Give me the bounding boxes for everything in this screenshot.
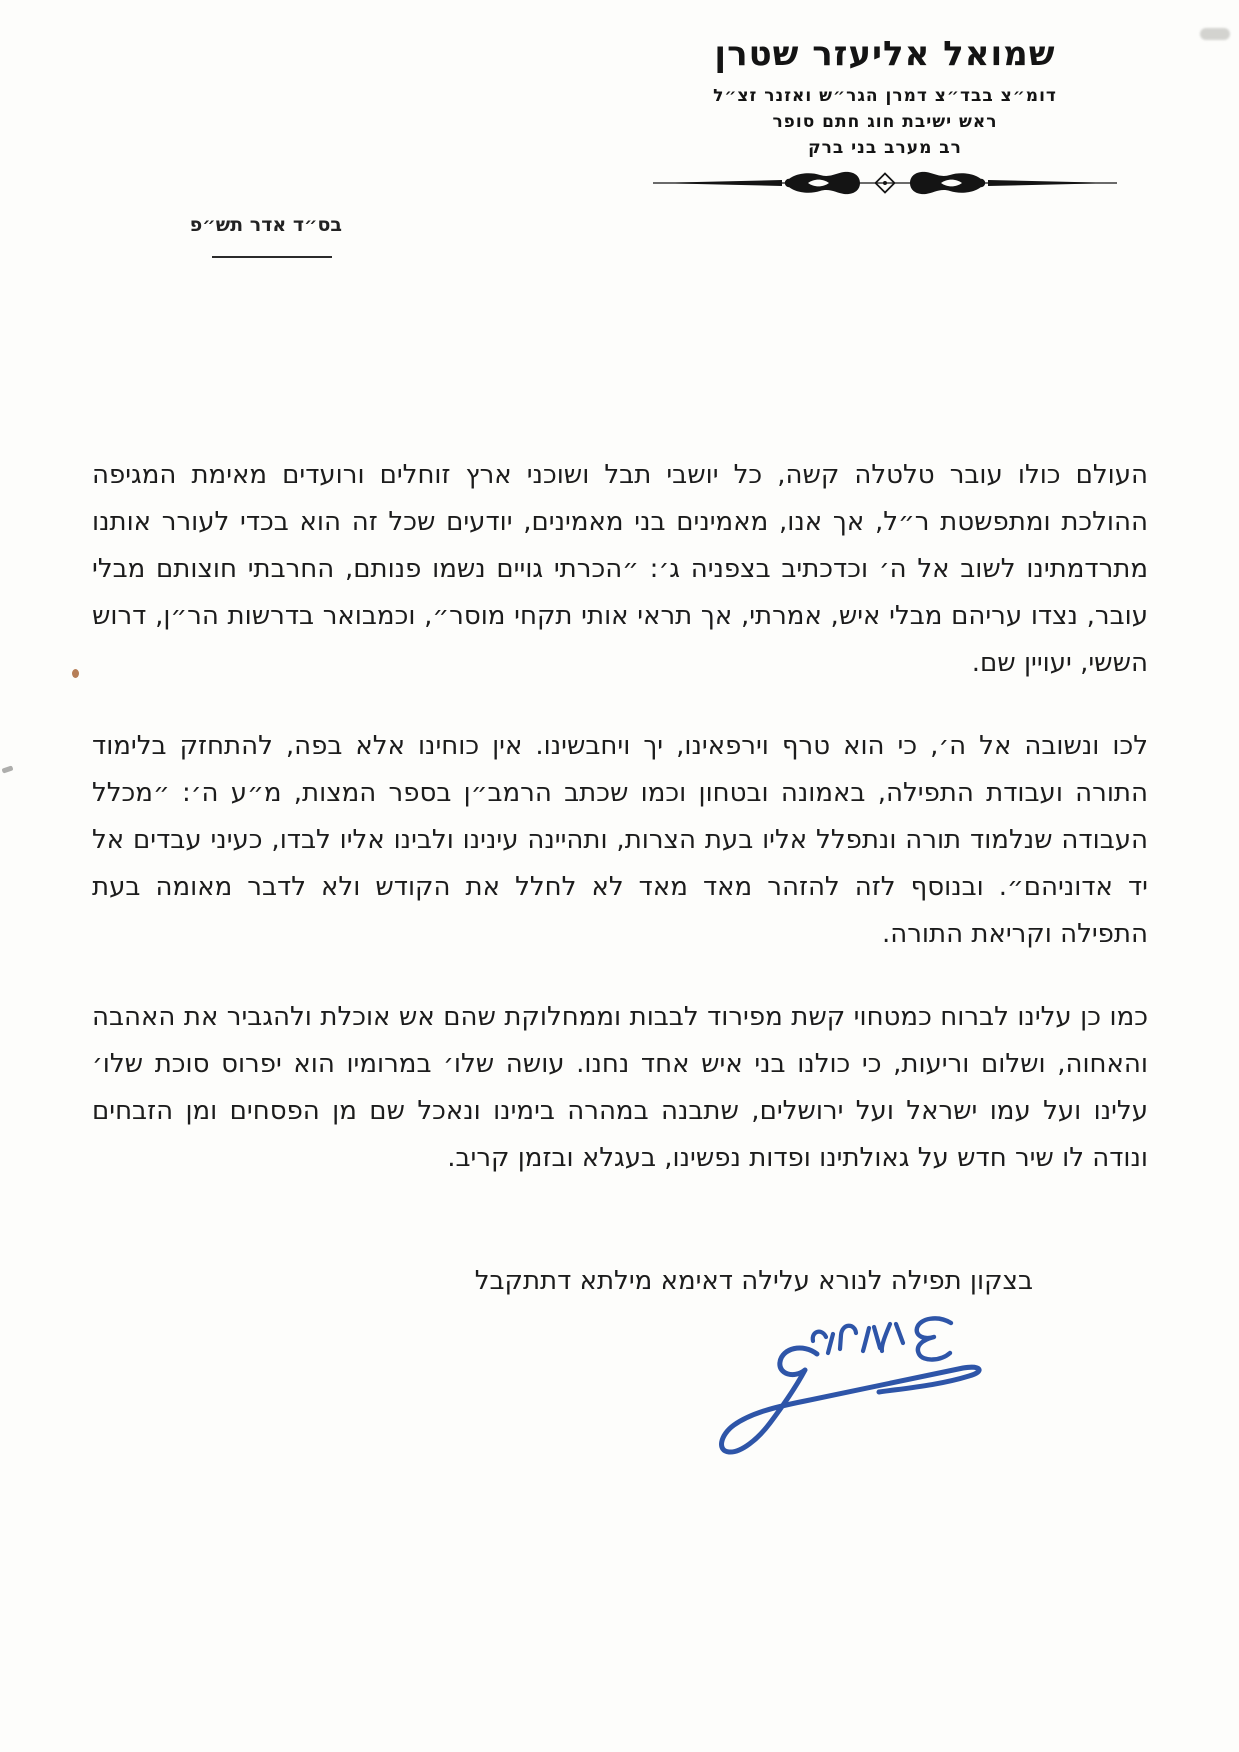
letterhead-titles [640, 83, 1130, 161]
closing-line: בצקון תפילה לנורא עלילה דאימא מילתא דתתקבל [474, 1266, 1033, 1296]
letterhead-name: שמואל אליעזר שטרן [714, 34, 1056, 74]
paragraph-1: העולם כולו עובר טלטלה קשה, כל יושבי תבל ושוכני ארץ זוחלים ורועדים מאימת המגיפה ההולכת ומתפשטת ר״ל, אך אנו, מאמינים בני מאמינים, יודעים שכל זה הוא בכדי לעורר אותנו מתרדמתינו לשוב אל ה׳ וכדכתיב בצפניה ג׳: ״הכרתי גויים נשמו פנותם, החרבתי חוצותם מבלי עובר, נצדו עריהם מבלי איש, אמרתי, אך תראי אותי תקחי מוסר״, וכמבואר בדרשות הר״ן, דרוש הששי, יעויין שם. [92, 460, 1148, 678]
letterhead-title-line-3: רב מערב בני ברק [808, 138, 962, 158]
paragraph-2: לכו ונשובה אל ה׳, כי הוא טרף וירפאינו, יך ויחבשינו. אין כוחינו אלא בפה, להתחזק בלימוד התורה ועבודת התפילה, באמונה ובטחון וכמו שכתב הרמב״ן בספר המצות, מ״ע ה׳: ״מכלל העבודה שנלמוד תורה ונתפלל אליו בעת הצרות, ותהיינה עינינו ולבינו אליו לבדו, כעיני עבדים אל יד אדוניהם״. ובנוסף לזה להזהר מאד מאד לא לחלל את הקודש ולא לדבר מאומה בעת התפילה וקריאת התורה. [92, 731, 1148, 949]
scan-artifact-corner-smudge [1200, 28, 1230, 40]
scan-artifact-speck [72, 669, 79, 678]
letterhead [640, 34, 1130, 196]
scan-artifact-edge-mark [1, 765, 13, 773]
date-line: בס״ד אדר תש״פ [189, 214, 342, 236]
handwritten-signature [585, 1312, 995, 1497]
divider-ornament-icon [650, 170, 1120, 196]
letterhead-title-line-2: ראש ישיבת חוג חתם סופר [772, 112, 998, 132]
letterhead-title-line-1: דומ״צ בבד״צ דמרן הגר״ש ואזנר זצ״ל [713, 86, 1057, 106]
letter-body [92, 452, 1148, 1182]
paragraph-3: כמו כן עלינו לברוח כמטחוי קשת מפירוד לבבות וממחלוקת שהם אש אוכלת ולהגביר את האהבה והאחוה, ושלום וריעות, כי כולנו בני איש אחד נחנו. עושה שלו׳ במרומיו הוא יפרוס סוכת שלו׳ עלינו ועל עמו ישראל ועל ירושלים, שתבנה במהרה בימינו ונאכל שם מן הפסחים ומן הזבחים ונודה לו שיר חדש על גאולתינו ופדות נפשינו, בעגלא ובזמן קריב. [92, 1002, 1148, 1173]
date-underline [212, 256, 332, 258]
